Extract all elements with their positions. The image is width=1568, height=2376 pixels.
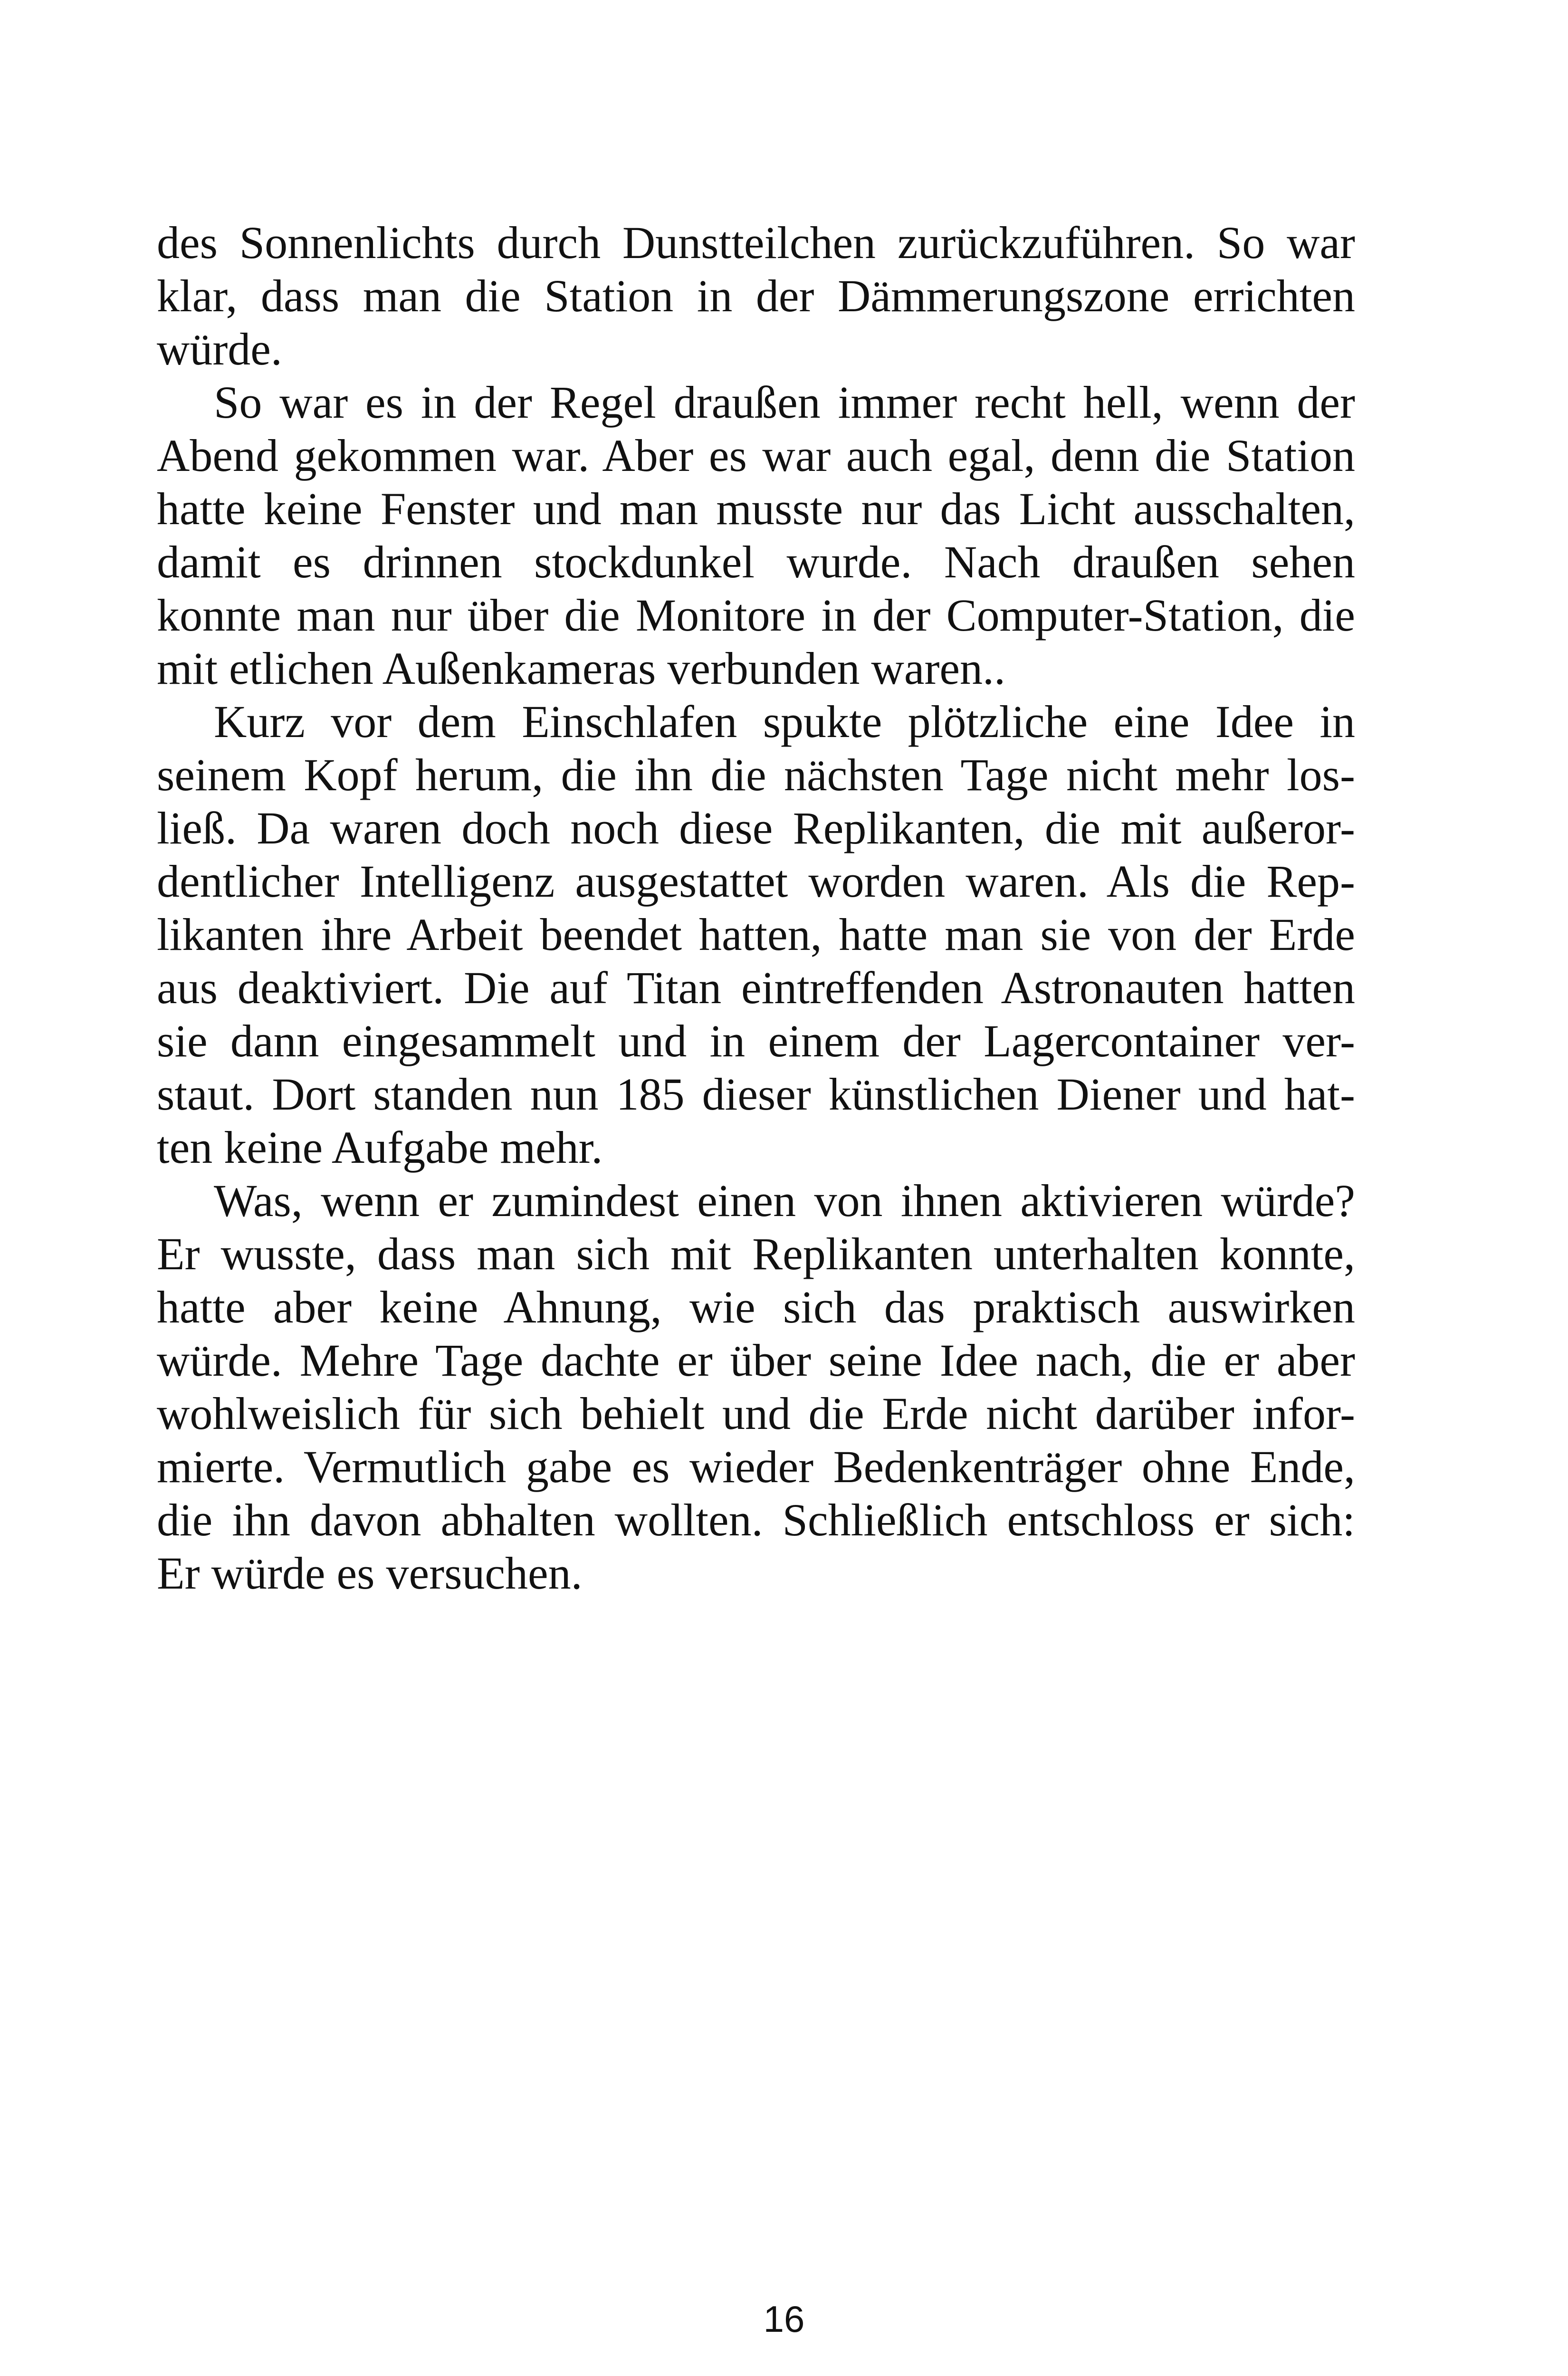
text-line: aus deaktiviert. Die auf Titan eintreffenden Astronauten hatten [157, 962, 1355, 1013]
text-line: Er würde es versuchen. [157, 1548, 583, 1599]
paragraph [157, 695, 1355, 1174]
paragraph [157, 376, 1355, 695]
text-line: konnte man nur über die Monitore in der Computer-Station, die [157, 590, 1355, 641]
text-line: wohlweislich für sich behielt und die Erde nicht darüber infor- [157, 1388, 1355, 1439]
text-line: des Sonnenlichts durch Dunstteilchen zurückzuführen. So war [157, 217, 1355, 268]
text-line: Er wusste, dass man sich mit Replikanten unterhalten konnte, [157, 1228, 1355, 1279]
text-line: sie dann eingesammelt und in einem der Lagercontainer ver- [157, 1016, 1355, 1066]
text-line: So war es in der Regel draußen immer recht hell, wenn der [214, 377, 1355, 428]
paragraph [157, 1174, 1355, 1600]
text-line: mit etlichen Außenkameras verbunden waren.. [157, 643, 1006, 694]
text-line: ließ. Da waren doch noch diese Replikanten, die mit außeror- [157, 803, 1355, 853]
text-line: hatte aber keine Ahnung, wie sich das praktisch auswirken [157, 1282, 1355, 1332]
text-line: die ihn davon abhalten wollten. Schließlich entschloss er sich: [157, 1495, 1355, 1545]
text-line: würde. Mehre Tage dachte er über seine Idee nach, die er aber [157, 1335, 1355, 1386]
text-line: klar, dass man die Station in der Dämmerungszone errichten [157, 270, 1355, 321]
text-line: hatte keine Fenster und man musste nur das Licht ausschalten, [157, 483, 1355, 534]
text-line: likanten ihre Arbeit beendet hatten, hatte man sie von der Erde [157, 909, 1355, 960]
text-line: würde. [157, 324, 282, 374]
body-text [157, 216, 1355, 1600]
text-line: dentlicher Intelligenz ausgestattet worden waren. Als die Rep- [157, 856, 1355, 907]
page-number: 16 [763, 2298, 805, 2340]
paragraph [157, 216, 1355, 376]
text-line: Was, wenn er zumindest einen von ihnen aktivieren würde? [214, 1175, 1355, 1226]
text-line: ten keine Aufgabe mehr. [157, 1122, 603, 1173]
text-line: Kurz vor dem Einschlafen spukte plötzliche eine Idee in [214, 696, 1355, 747]
text-line: seinem Kopf herum, die ihn die nächsten Tage nicht mehr los- [157, 749, 1355, 800]
text-line: staut. Dort standen nun 185 dieser künstlichen Diener und hat- [157, 1069, 1355, 1120]
text-line: mierte. Vermutlich gabe es wieder Bedenkenträger ohne Ende, [157, 1441, 1355, 1492]
text-line: damit es drinnen stockdunkel wurde. Nach draußen sehen [157, 537, 1355, 587]
text-line: Abend gekommen war. Aber es war auch egal, denn die Station [157, 430, 1355, 481]
